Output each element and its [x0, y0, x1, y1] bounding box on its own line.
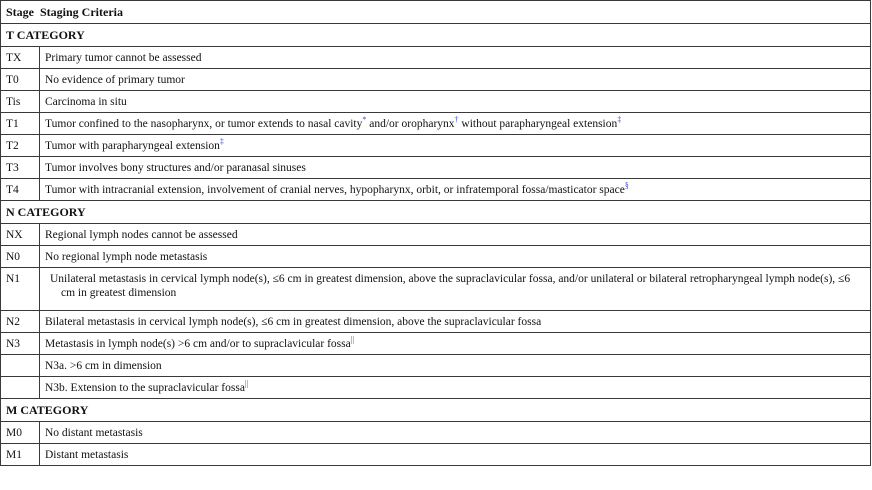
table-row: [1, 224, 871, 246]
table-row: [1, 135, 871, 157]
stage-cell: NX: [1, 224, 40, 246]
category-row: [1, 201, 871, 224]
criteria-text: N3a. >6 cm in dimension: [45, 359, 162, 372]
table-header: [1, 1, 871, 24]
criteria-cell: [40, 333, 871, 355]
criteria-cell: [40, 179, 871, 201]
criteria-cell: [40, 91, 871, 113]
stage-cell: M0: [1, 422, 40, 444]
criteria-text: Primary tumor cannot be assessed: [45, 51, 202, 64]
table-row: [1, 311, 871, 333]
footnote-mark: ||: [244, 378, 249, 388]
stage-cell: N0: [1, 246, 40, 268]
table-row: [1, 268, 871, 311]
criteria-text: Tumor with parapharyngeal extension: [45, 139, 220, 152]
table-row: [1, 422, 871, 444]
criteria-text: Regional lymph nodes cannot be assessed: [45, 228, 238, 241]
stage-cell: Tis: [1, 91, 40, 113]
criteria-text: No distant metastasis: [45, 426, 143, 439]
stage-cell: N1: [1, 268, 40, 311]
criteria-cell: [40, 444, 871, 466]
criteria-text: without parapharyngeal extension: [458, 117, 618, 130]
category-title: T CATEGORY: [1, 24, 871, 47]
criteria-cell: [40, 268, 871, 311]
criteria-cell: [40, 246, 871, 268]
criteria-cell: [40, 69, 871, 91]
footnote-mark: †: [454, 114, 459, 124]
criteria-cell: [40, 47, 871, 69]
footnote-mark: §: [624, 180, 629, 190]
stage-cell: N3: [1, 333, 40, 355]
stage-cell: [1, 355, 40, 377]
footnote-mark: ‡: [617, 114, 622, 124]
table-row: [1, 377, 871, 399]
criteria-cell: [40, 355, 871, 377]
criteria-text: No evidence of primary tumor: [45, 73, 185, 86]
table-row: [1, 444, 871, 466]
table-row: [1, 333, 871, 355]
table-row: [1, 113, 871, 135]
category-title: N CATEGORY: [1, 201, 871, 224]
table-row: [1, 179, 871, 201]
table-row: [1, 246, 871, 268]
category-row: [1, 24, 871, 47]
criteria-text: Metastasis in lymph node(s) >6 cm and/or to supraclavicular fossa: [45, 337, 351, 350]
criteria-text: Tumor with intracranial extension, involvement of cranial nerves, hypopharynx, orbit, or infratemporal fossa/masticator space: [45, 183, 625, 196]
stage-cell: TX: [1, 47, 40, 69]
stage-header: Stage: [6, 5, 34, 19]
table-row: [1, 47, 871, 69]
footnote-mark: *: [362, 114, 367, 124]
table-row: [1, 355, 871, 377]
footnote-mark: ‡: [219, 136, 224, 146]
category-title: M CATEGORY: [1, 399, 871, 422]
category-row: [1, 399, 871, 422]
stage-cell: T2: [1, 135, 40, 157]
criteria-cell: [40, 422, 871, 444]
criteria-cell: [40, 311, 871, 333]
criteria-text: Bilateral metastasis in cervical lymph node(s), ≤6 cm in greatest dimension, above the supraclavicular fossa: [45, 315, 542, 328]
criteria-text: Tumor involves bony structures and/or paranasal sinuses: [45, 161, 306, 174]
criteria-text: Distant metastasis: [45, 448, 129, 461]
criteria-cell: [40, 377, 871, 399]
criteria-cell: [40, 224, 871, 246]
criteria-cell: [40, 135, 871, 157]
criteria-text: Carcinoma in situ: [45, 95, 127, 108]
stage-cell: N2: [1, 311, 40, 333]
criteria-text: N3b. Extension to the supraclavicular fossa: [45, 381, 245, 394]
criteria-text: No regional lymph node metastasis: [45, 250, 208, 263]
criteria-cell: [40, 113, 871, 135]
stage-cell: [1, 377, 40, 399]
table-row: [1, 91, 871, 113]
stage-cell: M1: [1, 444, 40, 466]
stage-cell: T1: [1, 113, 40, 135]
stage-cell: T3: [1, 157, 40, 179]
stage-cell: T0: [1, 69, 40, 91]
criteria-text: Tumor confined to the nasopharynx, or tumor extends to nasal cavity: [45, 117, 363, 130]
table-row: [1, 157, 871, 179]
criteria-text: Unilateral metastasis in cervical lymph node(s), ≤6 cm in greatest dimension, above the supraclavicular fossa, and/or unilateral or bilateral retropharyngeal lymph node(s), ≤6 cm in greatest dimension: [50, 273, 851, 299]
footnote-mark: ||: [350, 334, 354, 344]
criteria-header: Staging Criteria: [40, 5, 123, 19]
stage-cell: T4: [1, 179, 40, 201]
table-row: [1, 69, 871, 91]
criteria-cell: [40, 157, 871, 179]
criteria-text: and/or oropharynx: [366, 117, 455, 130]
